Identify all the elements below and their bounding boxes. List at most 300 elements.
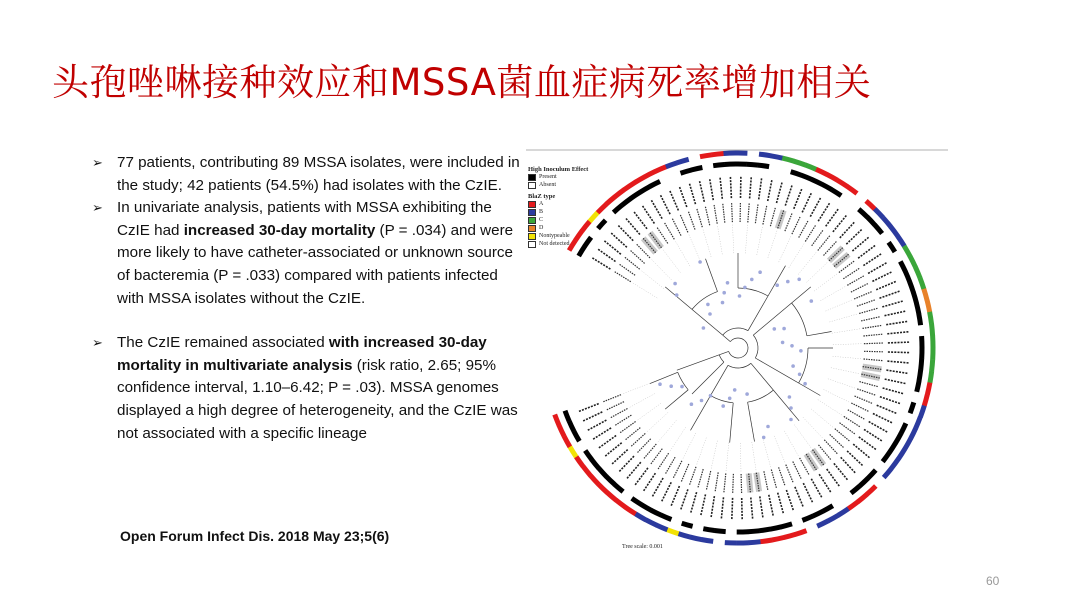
isolate-label-mark: [861, 317, 880, 321]
blaz-ring-segment: [759, 154, 771, 156]
tree-scale-label: Tree scale: 0.001: [622, 544, 663, 550]
legend-entry: [528, 173, 588, 181]
isolate-label-mark: [631, 433, 645, 446]
tip-label-mark: [819, 474, 831, 493]
tip-label-mark: [635, 468, 648, 486]
tip-label-mark: [834, 463, 848, 480]
isolate-label-mark: [785, 213, 792, 231]
inoculum-ring-segment: [889, 242, 895, 252]
isolate-label-mark: [625, 257, 640, 269]
tip-label-mark: [888, 342, 910, 343]
isolate-label-mark: [848, 410, 865, 419]
tip-label-mark: [810, 197, 821, 216]
blaz-ring-segment: [827, 174, 838, 180]
tree-node-marker: [775, 283, 779, 287]
tree-node-marker: [789, 418, 793, 422]
isolate-label-mark: [626, 428, 641, 440]
tip-label-mark: [841, 457, 856, 473]
tip-label-mark: [847, 451, 863, 466]
tip-label-mark: [605, 443, 622, 457]
isolate-label-mark: [681, 464, 688, 482]
isolate-label-mark: [615, 415, 631, 425]
legend-swatch: [528, 241, 536, 248]
tip-label-mark: [691, 492, 697, 513]
tip-label-mark: [660, 195, 670, 215]
tip-label-mark: [846, 229, 862, 244]
leader-line: [718, 226, 723, 255]
blaz-ring-segment: [645, 171, 656, 177]
tip-label-mark: [880, 291, 901, 298]
isolate-label-mark: [680, 215, 688, 232]
tree-branch-line: [711, 365, 729, 395]
tree-branch-arc: [729, 338, 748, 358]
isolate-label-mark: [864, 343, 883, 344]
tip-label-mark: [886, 321, 908, 324]
isolate-label-mark: [603, 395, 621, 402]
isolate-label-mark: [851, 403, 868, 411]
tree-node-marker: [782, 327, 786, 331]
isolate-label-mark: [615, 272, 631, 282]
blaz-ring-segment: [591, 476, 599, 485]
bullet-text: 77 patients, contributing 89 MSSA isolates, were included in the study; 42 patients (54.5%) had isolates with the CzIE.: [117, 154, 520, 194]
leader-line: [774, 436, 785, 463]
leader-line: [828, 379, 855, 388]
tip-label-mark: [652, 478, 663, 497]
blaz-ring-segment: [924, 394, 927, 406]
isolate-label-mark: [847, 276, 864, 285]
tip-label-mark: [794, 188, 802, 208]
tip-label-mark: [730, 176, 731, 198]
bullet-text: (P = .034) and were more likely to have catheter-associated or unknown source of bacteremia (P = .033) compared with patients infected with MSSA isolates without the CzIE.: [117, 221, 514, 307]
isolate-label-mark: [665, 223, 675, 239]
blaz-ring-segment: [626, 507, 636, 514]
tip-label-mark: [742, 498, 743, 520]
leader-line: [633, 283, 658, 298]
isolate-label-mark: [764, 471, 768, 490]
inoculum-ring-segment: [859, 209, 867, 217]
tree-branch-line: [730, 403, 734, 443]
tree-branch-line: [665, 287, 692, 310]
tip-label-mark: [681, 489, 688, 510]
blaz-ring-segment: [847, 186, 857, 193]
tree-branch-line: [723, 335, 731, 342]
blaz-ring-segment: [615, 189, 625, 196]
tree-node-marker: [700, 399, 704, 403]
tip-label-mark: [671, 486, 680, 506]
isolate-label-mark: [771, 470, 776, 488]
bullet-list: [92, 152, 522, 445]
bullet-text: In univariate analysis, patients with MSSA exhibiting the CzIE had: [117, 199, 492, 239]
isolate-label-mark: [844, 416, 860, 426]
leader-line: [833, 344, 862, 345]
blaz-ring-segment: [598, 204, 607, 212]
inoculum-ring-segment: [901, 423, 906, 433]
inoculum-ring-segment: [867, 217, 875, 225]
legend-swatch: [528, 201, 536, 208]
inoculum-ring-segment: [883, 453, 890, 462]
legend-swatch: [528, 174, 536, 181]
tree-branch-line: [692, 362, 724, 394]
isolate-label-mark: [779, 467, 785, 485]
tip-label-mark: [642, 205, 654, 223]
tip-label-mark: [587, 420, 606, 431]
isolate-label-mark: [857, 389, 875, 395]
tree-node-marker: [708, 312, 712, 316]
tip-label-mark: [786, 490, 793, 511]
inoculum-ring-segment: [661, 515, 672, 520]
inoculum-ring-segment: [758, 165, 769, 167]
blaz-ring-segment: [782, 158, 794, 161]
leader-line: [833, 356, 862, 359]
tip-label-mark: [750, 177, 752, 199]
tree-node-marker: [797, 278, 801, 282]
isolate-label-mark: [673, 461, 682, 478]
blaz-ring-segment: [891, 227, 898, 237]
blaz-ring-segment: [678, 534, 690, 537]
blaz-ring-segment: [771, 156, 783, 158]
leader-line: [703, 229, 711, 257]
blaz-ring-segment: [677, 159, 689, 163]
bullet-text-bold: with increased 30-day mortality in multivariate analysis: [117, 334, 487, 374]
tip-label-mark: [833, 215, 847, 232]
leader-line: [629, 394, 655, 408]
blaz-ring-segment: [655, 167, 666, 172]
tree-node-marker: [788, 395, 792, 399]
leader-line: [675, 241, 690, 266]
tip-label-mark: [882, 301, 903, 307]
tip-label-mark: [795, 487, 803, 507]
tree-node-marker: [673, 282, 677, 286]
tip-label-mark: [863, 254, 881, 266]
isolate-label-mark: [658, 453, 669, 469]
leader-line: [637, 403, 661, 420]
isolate-label-mark: [697, 209, 702, 227]
tip-label-mark: [887, 361, 909, 363]
inoculum-ring-segment: [641, 505, 651, 511]
blaz-ring-segment: [576, 457, 583, 467]
inoculum-ring-segment: [598, 220, 606, 228]
leader-line: [711, 441, 717, 469]
inoculum-ring-segment: [801, 175, 812, 179]
blaz-ring-segment: [930, 371, 932, 383]
isolate-label-mark: [863, 326, 882, 329]
isolate-label-mark: [724, 473, 726, 492]
inoculum-ring-segment: [889, 443, 895, 453]
legend-label: Nontypeable: [539, 233, 570, 239]
bullet-arrow-icon: ➢: [92, 155, 103, 170]
tree-node-marker: [738, 294, 742, 298]
isolate-label-mark: [793, 462, 801, 479]
leader-line: [697, 438, 707, 465]
tree-node-marker: [810, 299, 814, 303]
tree-branch-line: [650, 372, 678, 383]
blaz-ring-segment: [635, 514, 645, 520]
tree-branch-line: [719, 351, 728, 354]
tree-node-marker: [789, 406, 793, 410]
isolate-label-mark: [705, 207, 709, 226]
tip-label-mark: [876, 281, 896, 290]
isolate-label-mark: [607, 402, 624, 410]
blaz-ring-segment: [904, 246, 910, 257]
isolate-label-mark: [854, 292, 872, 299]
inoculum-ring-segment: [900, 261, 905, 271]
tree-node-marker: [750, 278, 754, 282]
blaz-ring-segment: [891, 459, 898, 469]
isolate-label-mark: [818, 236, 830, 251]
tree-branch-line: [799, 383, 821, 396]
blaz-ring-segment: [848, 502, 858, 509]
isolate-label-mark: [805, 225, 815, 241]
blaz-ring-segment: [712, 154, 724, 155]
blaz-ring-segment: [910, 256, 915, 267]
inoculum-ring-segment: [802, 516, 813, 520]
tree-node-marker: [758, 270, 762, 274]
blaz-ring-segment: [898, 236, 905, 246]
tip-label-mark: [598, 436, 616, 449]
tip-label-mark: [732, 498, 733, 520]
inoculum-ring-segment: [913, 292, 916, 303]
blaz-ring-segment: [875, 209, 883, 218]
inoculum-ring-segment: [569, 421, 574, 431]
isolate-label-mark: [864, 359, 883, 361]
leader-line: [811, 409, 833, 428]
bullet-item: [92, 197, 522, 310]
inoculum-ring-segment: [585, 451, 592, 460]
tree-branch-line: [773, 390, 799, 421]
blaz-ring-segment: [646, 520, 657, 525]
leader-line: [779, 236, 791, 262]
tree-branch-arc: [723, 328, 748, 335]
leader-line: [818, 400, 842, 416]
inoculum-ring-segment: [640, 186, 650, 192]
bullet-arrow-icon: ➢: [92, 335, 103, 351]
isolate-label-mark: [620, 264, 636, 275]
blaz-ring-segment: [866, 201, 875, 209]
inoculum-ring-segment: [910, 282, 914, 293]
leader-line: [733, 224, 734, 253]
blaz-ring-segment: [837, 180, 847, 187]
blaz-ring-segment: [749, 542, 761, 543]
blaz-ring-segment: [607, 492, 616, 500]
isolate-label-mark: [644, 444, 656, 458]
blaz-ring-segment: [858, 494, 867, 502]
inoculum-ring-segment: [875, 225, 882, 234]
bullet-text-bold: increased 30-day mortality: [183, 221, 376, 239]
legend-title-inoculum: High Inoculum Effect: [528, 166, 589, 173]
inoculum-ring-segment: [919, 314, 921, 325]
tip-label-mark: [869, 422, 888, 433]
tip-label-mark: [872, 272, 892, 282]
isolate-label-mark: [843, 268, 859, 278]
inoculum-ring-segment: [813, 511, 823, 516]
tip-label-mark: [699, 180, 704, 201]
tip-label-mark: [885, 311, 907, 316]
blaz-ring-segment: [920, 406, 924, 418]
tree-branch-line: [665, 390, 688, 409]
blaz-ring-segment: [701, 540, 713, 542]
tree-branch-line: [753, 303, 791, 335]
leader-line: [832, 329, 861, 334]
blaz-ring-segment: [911, 428, 916, 439]
leader-line: [803, 417, 823, 438]
inoculum-ring-segment: [631, 192, 641, 198]
legend-swatch: [528, 233, 536, 240]
tip-label-mark: [651, 200, 662, 219]
tree-node-marker: [798, 373, 802, 377]
tip-label-mark: [604, 240, 621, 254]
tip-label-mark: [827, 469, 840, 487]
tip-label-mark: [711, 496, 714, 518]
inoculum-ring-segment: [860, 478, 868, 486]
tree-node-marker: [706, 303, 710, 307]
tip-label-mark: [873, 414, 893, 424]
legend-label: Present: [539, 174, 557, 180]
legend-swatch: [528, 209, 536, 216]
tip-label-mark: [634, 211, 647, 229]
inoculum-ring-segment: [682, 523, 693, 526]
legend-label: Absent: [539, 182, 556, 188]
blaz-ring-segment: [590, 213, 598, 222]
tree-branch-line: [751, 363, 774, 390]
blaz-ring-segment: [724, 153, 736, 154]
tree-branch-line: [755, 358, 798, 383]
inoculum-ring-segment: [565, 411, 569, 422]
tip-label-mark: [778, 493, 784, 514]
tip-label-mark: [661, 482, 671, 502]
inoculum-ring-segment: [851, 486, 860, 493]
tip-label-mark: [592, 428, 611, 440]
inoculum-ring-segment: [916, 303, 919, 314]
inoculum-ring-segment: [832, 190, 842, 196]
tree-node-marker: [658, 382, 662, 386]
leader-line: [829, 314, 857, 322]
tree-branch-arc: [792, 303, 807, 336]
blaz-ring-segment: [666, 163, 677, 167]
isolate-label-mark: [698, 469, 703, 487]
inoculum-ring-segment: [770, 527, 781, 529]
blaz-ring-segment: [828, 515, 839, 521]
isolate-label-mark: [723, 204, 725, 223]
inoculum-ring-segment: [691, 168, 702, 171]
tree-node-marker: [743, 286, 747, 290]
blaz-ring-segment: [690, 537, 702, 540]
blaz-ring-segment: [772, 538, 784, 541]
tree-branch-line: [807, 332, 832, 336]
citation: Open Forum Infect Dis. 2018 May 23;5(6): [120, 528, 390, 544]
leader-line: [798, 252, 816, 275]
blaz-ring-segment: [867, 486, 876, 494]
leader-line: [623, 383, 650, 394]
tree-node-marker: [786, 280, 790, 284]
isolate-label-mark: [859, 382, 877, 387]
inoculum-ring-segment: [622, 198, 631, 205]
legend-label: B: [539, 209, 544, 215]
isolate-label-mark: [786, 465, 793, 483]
leader-line: [641, 271, 664, 289]
leader-line: [768, 230, 777, 257]
isolate-label-mark: [651, 449, 662, 464]
inoculum-ring-segment: [895, 433, 901, 443]
leader-line: [689, 234, 701, 261]
inoculum-ring-segment: [614, 484, 623, 491]
tip-label-mark: [598, 249, 616, 262]
inoculum-ring-segment: [748, 531, 759, 532]
blaz-ring-segment: [930, 312, 932, 324]
tip-label-mark: [888, 352, 910, 353]
isolate-label-mark: [715, 472, 718, 491]
leader-line: [683, 433, 696, 459]
blaz-ring-segment: [667, 530, 678, 534]
isolate-label-mark: [792, 217, 800, 234]
isolate-label-mark: [812, 230, 823, 245]
inoculum-ring-segment: [713, 165, 724, 166]
leader-line: [726, 443, 729, 472]
isolate-label-mark: [714, 205, 717, 224]
tip-label-mark: [720, 177, 722, 199]
inoculum-ring-segment: [574, 431, 580, 441]
legend-label: C: [539, 217, 544, 223]
blaz-ring-segment: [920, 278, 924, 289]
tree-branch-line: [692, 309, 723, 335]
blaz-ring-segment: [624, 183, 634, 190]
tree-node-marker: [690, 402, 694, 406]
tip-label-mark: [811, 479, 822, 498]
blaz-ring-segment: [932, 324, 933, 336]
legend-entry: [528, 208, 588, 216]
isolate-label-mark: [631, 251, 645, 264]
blaz-ring-segment: [816, 169, 827, 174]
isolate-label-mark: [840, 423, 855, 434]
tip-label-mark: [612, 450, 628, 465]
inoculum-ring-segment: [905, 271, 909, 282]
tip-label-mark: [760, 496, 763, 518]
tip-label-mark: [858, 245, 876, 258]
tree-node-marker: [675, 293, 679, 297]
bullet-item: [92, 152, 522, 197]
tip-label-mark: [877, 405, 897, 413]
isolate-label-mark: [755, 204, 758, 223]
tree-node-marker: [791, 364, 795, 368]
legend-entry: [528, 200, 588, 208]
isolate-label-mark: [851, 284, 868, 293]
tip-label-mark: [852, 237, 869, 251]
tree-branch-arc: [692, 292, 718, 310]
legend-entry: [528, 224, 588, 232]
tip-label-mark: [803, 483, 813, 503]
tip-label-mark: [592, 258, 611, 270]
tip-label-mark: [721, 497, 723, 519]
blaz-ring-segment: [838, 509, 848, 516]
isolate-label-mark: [830, 434, 844, 447]
inoculum-ring-segment: [759, 529, 770, 531]
tree-node-marker: [709, 394, 713, 398]
blaz-ring-segment: [805, 165, 816, 170]
inoculum-ring-segment: [822, 184, 832, 190]
inoculum-ring-segment: [921, 359, 922, 370]
tip-label-mark: [626, 218, 640, 235]
tree-node-marker: [745, 392, 749, 396]
tree-branch-arc: [719, 355, 724, 362]
tree-node-marker: [721, 404, 725, 408]
blaz-ring-segment: [905, 439, 911, 450]
blaz-ring-segment: [794, 161, 806, 165]
blaz-ring-segment: [817, 521, 828, 526]
inoculum-ring-segment: [681, 170, 692, 173]
bullet-text: (risk ratio, 2.65; 95% confidence interval, 1.10–6.42; P = .03). MSSA genomes displayed a high degree of heterogeneity, and the CzIE was not associated with a specific lineage: [117, 356, 518, 442]
tip-label-mark: [768, 179, 772, 201]
tree-node-marker: [728, 397, 732, 401]
tree-node-marker: [733, 388, 737, 392]
